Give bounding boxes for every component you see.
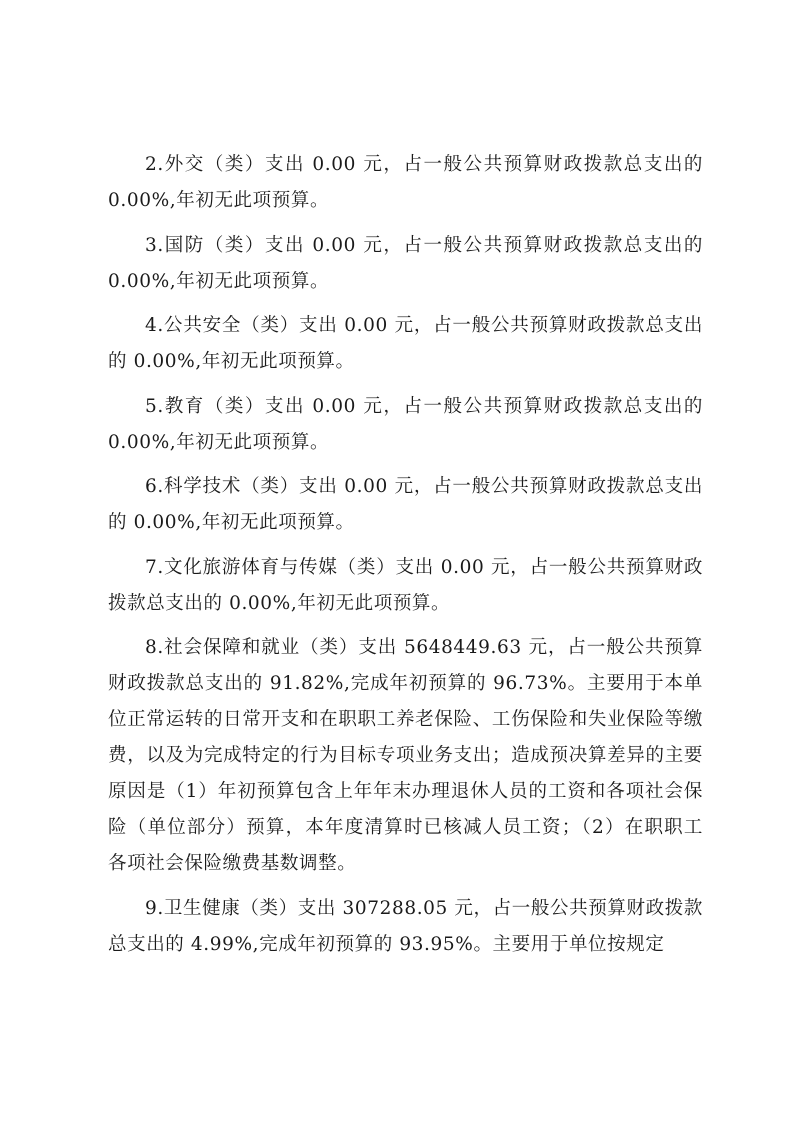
paragraph-social-security: 8.社会保障和就业（类）支出 5648449.63 元，占一般公共预算财政拨款总支出的 91.82%,完成年初预算的 96.73%。主要用于本单位正常运转的日常开支和在职职工养老保险、工伤保险和失业保险等缴费，以及为完成特定的行为目标专项业务支出；造成预决算差异的主要原因是（1）年初预算包含上年年末办理退休人员的工资和各项社会保险（单位部分）预算，本年度清算时已核减人员工资；（2）在职职工各项社会保险缴费基数调整。 [108, 637, 703, 874]
document-body [108, 147, 703, 971]
paragraph-public-security: 4.公共安全（类）支出 0.00 元，占一般公共预算财政拨款总支出的 0.00%,年初无此项预算。 [108, 315, 703, 372]
paragraph-culture-tourism: 7.文化旅游体育与传媒（类）支出 0.00 元，占一般公共预算财政拨款总支出的 0.00%,年初无此项预算。 [108, 556, 703, 614]
paragraph-science-technology: 6.科学技术（类）支出 0.00 元，占一般公共预算财政拨款总支出的 0.00%,年初无此项预算。 [108, 476, 703, 533]
paragraph-defense: 3.国防（类）支出 0.00 元，占一般公共预算财政拨款总支出的 0.00%,年初无此项预算。 [108, 234, 703, 292]
paragraph-education: 5.教育（类）支出 0.00 元，占一般公共预算财政拨款总支出的 0.00%,年初无此项预算。 [108, 395, 703, 453]
paragraph-diplomacy: 2.外交（类）支出 0.00 元，占一般公共预算财政拨款总支出的 0.00%,年初无此项预算。 [108, 154, 703, 211]
paragraph-health: 9.卫生健康（类）支出 307288.05 元，占一般公共预算财政拨款总支出的 4.99%,完成年初预算的 93.95%。主要用于单位按规定 [108, 897, 703, 955]
